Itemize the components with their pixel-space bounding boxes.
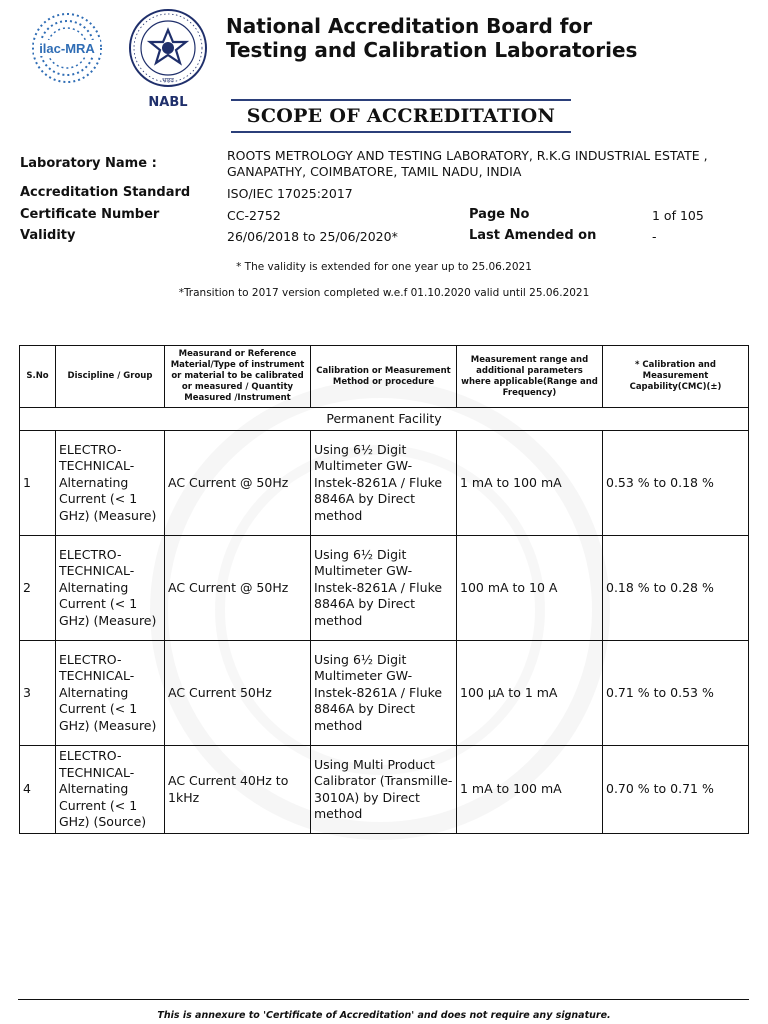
- cell-method: Using Multi Product Calibrator (Transmille-3010A) by Direct method: [311, 746, 457, 834]
- header-sno: S.No: [20, 346, 56, 408]
- facility-label: Permanent Facility: [20, 408, 749, 431]
- ilac-logo-text: ilac-MRA: [39, 41, 95, 56]
- cell-cmc: 0.71 % to 0.53 %: [603, 641, 749, 746]
- header-measurand: Measurand or Reference Material/Type of instrument or material to be calibrated or measured / Quantity Measured /Instrument: [165, 346, 311, 408]
- header-range: Measurement range and additional parameters where applicable(Range and Frequency): [457, 346, 603, 408]
- cell-discipline: ELECTRO-TECHNICAL-Alternating Current (< 1 GHz) (Measure): [56, 536, 165, 641]
- cell-range: 100 mA to 10 A: [457, 536, 603, 641]
- nabl-logo-text: NABL: [148, 95, 188, 110]
- last-amended-value: -: [652, 229, 657, 244]
- cell-cmc: 0.70 % to 0.71 %: [603, 746, 749, 834]
- footer-note: This is annexure to 'Certificate of Accreditation' and does not require any signature.: [157, 1010, 611, 1021]
- lab-name-label: Laboratory Name :: [20, 156, 157, 171]
- organization-name: [226, 14, 637, 62]
- scope-title: SCOPE OF ACCREDITATION: [231, 99, 571, 133]
- cell-measurand: AC Current @ 50Hz: [165, 431, 311, 536]
- table-row: [20, 746, 749, 834]
- table-row: [20, 431, 749, 536]
- lab-name-line1: ROOTS METROLOGY AND TESTING LABORATORY, R.K.G INDUSTRIAL ESTATE ,: [227, 148, 708, 163]
- table-row: [20, 641, 749, 746]
- cell-sno: 2: [20, 536, 56, 641]
- cell-range: 1 mA to 100 mA: [457, 431, 603, 536]
- cell-sno: 1: [20, 431, 56, 536]
- organization-name-line2: Testing and Calibration Laboratories: [226, 38, 638, 62]
- certificate-label: Certificate Number: [20, 207, 160, 222]
- cell-range: 100 µA to 1 mA: [457, 641, 603, 746]
- cell-sno: 4: [20, 746, 56, 834]
- page-no-value: 1 of 105: [652, 208, 704, 223]
- facility-row: [20, 408, 749, 431]
- nabl-logo: [126, 6, 210, 112]
- table-header-row: [20, 346, 749, 408]
- footer-divider: [18, 999, 749, 1000]
- cell-method: Using 6½ Digit Multimeter GW-Instek-8261A / Fluke 8846A by Direct method: [311, 641, 457, 746]
- cell-discipline: ELECTRO-TECHNICAL-Alternating Current (< 1 GHz) (Source): [56, 746, 165, 834]
- cell-range: 1 mA to 100 mA: [457, 746, 603, 834]
- ilac-mra-logo: [28, 12, 106, 84]
- cell-measurand: AC Current 50Hz: [165, 641, 311, 746]
- validity-value: 26/06/2018 to 25/06/2020*: [227, 229, 398, 244]
- table-row: [20, 536, 749, 641]
- last-amended-label: Last Amended on: [469, 228, 597, 243]
- header-method: Calibration or Measurement Method or procedure: [311, 346, 457, 408]
- validity-note: * The validity is extended for one year up to 25.06.2021: [236, 261, 532, 273]
- validity-label: Validity: [20, 228, 76, 243]
- organization-name-line1: National Accreditation Board for: [226, 14, 593, 38]
- cell-measurand: AC Current @ 50Hz: [165, 536, 311, 641]
- transition-note: *Transition to 2017 version completed w.e.f 01.10.2020 valid until 25.06.2021: [178, 287, 590, 299]
- standard-label: Accreditation Standard: [20, 185, 191, 200]
- scope-table: [19, 345, 749, 834]
- standard-value: ISO/IEC 17025:2017: [227, 186, 353, 201]
- cell-method: Using 6½ Digit Multimeter GW-Instek-8261A / Fluke 8846A by Direct method: [311, 536, 457, 641]
- header-discipline: Discipline / Group: [56, 346, 165, 408]
- header-cmc: * Calibration and Measurement Capability(CMC)(±): [603, 346, 749, 408]
- page-no-label: Page No: [469, 207, 530, 222]
- cell-sno: 3: [20, 641, 56, 746]
- cell-discipline: ELECTRO-TECHNICAL-Alternating Current (< 1 GHz) (Measure): [56, 641, 165, 746]
- certificate-value: CC-2752: [227, 208, 281, 223]
- lab-name-line2: GANAPATHY, COIMBATORE, TAMIL NADU, INDIA: [227, 164, 522, 179]
- cell-measurand: AC Current 40Hz to 1kHz: [165, 746, 311, 834]
- cell-method: Using 6½ Digit Multimeter GW-Instek-8261A / Fluke 8846A by Direct method: [311, 431, 457, 536]
- cell-cmc: 0.53 % to 0.18 %: [603, 431, 749, 536]
- cell-cmc: 0.18 % to 0.28 %: [603, 536, 749, 641]
- nabl-logo-subtext: भारत: [162, 77, 174, 84]
- cell-discipline: ELECTRO-TECHNICAL-Alternating Current (< 1 GHz) (Measure): [56, 431, 165, 536]
